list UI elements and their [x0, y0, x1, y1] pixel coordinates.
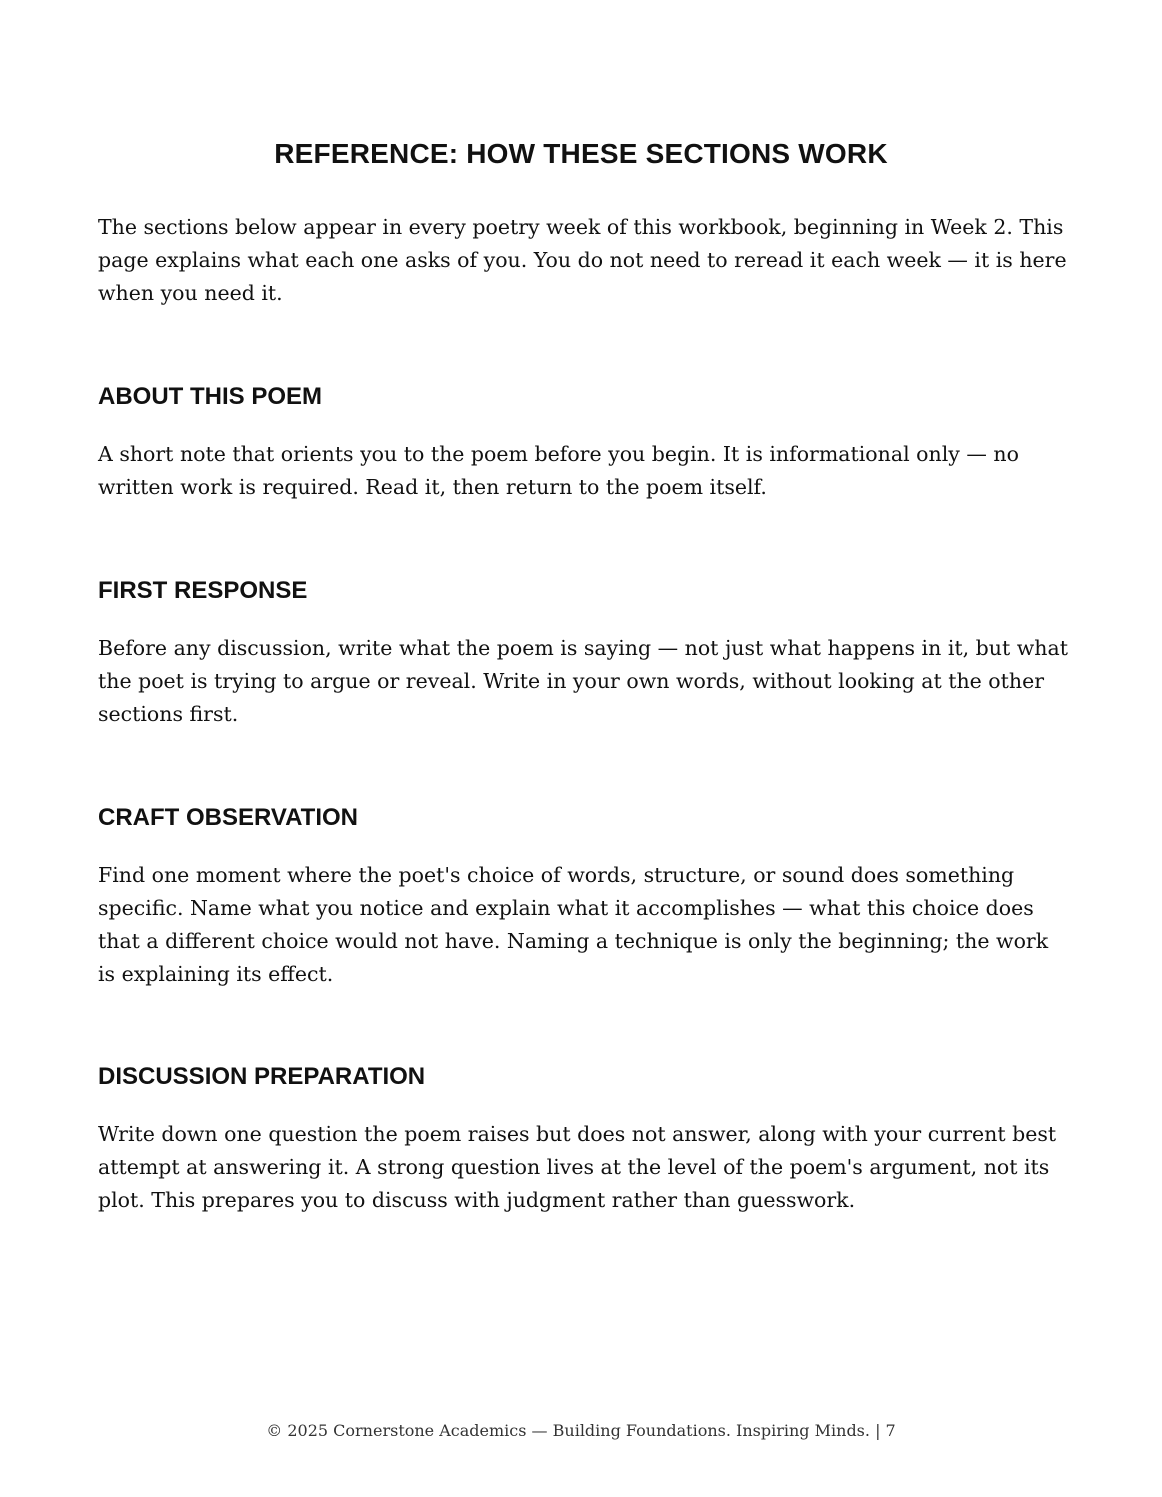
- section-heading-first-response: FIRST RESPONSE: [98, 577, 308, 604]
- section-heading-discussion-preparation: DISCUSSION PREPARATION: [98, 1063, 426, 1090]
- section-heading-craft-observation: CRAFT OBSERVATION: [98, 804, 359, 831]
- section-body-discussion-preparation: Write down one question the poem raises but does not answer, along with your current best attempt at answering it. A strong question lives at the level of the poem's argument, not its plot. This prepares you to discuss with judgment rather than guesswork.: [98, 1122, 1057, 1212]
- section-body-first-response: Before any discussion, write what the poem is saying — not just what happens in it, but what the poet is trying to argue or reveal. Write in your own words, without looking at the other sections first.: [98, 636, 1068, 726]
- page-title: REFERENCE: HOW THESE SECTIONS WORK: [274, 138, 888, 169]
- section-heading-about-this-poem: ABOUT THIS POEM: [98, 383, 323, 410]
- page-footer: © 2025 Cornerstone Academics — Building Foundations. Inspiring Minds. | 7: [266, 1421, 896, 1440]
- section-body-craft-observation: Find one moment where the poet's choice of words, structure, or sound does something specific. Name what you notice and explain what it accomplishes — what this choice does that a different choice would not have. Naming a technique is only the beginning; the work is explaining its effect.: [98, 863, 1049, 986]
- section-body-about-this-poem: A short note that orients you to the poem before you begin. It is informational only — no written work is required. Read it, then return to the poem itself.: [98, 442, 1019, 499]
- intro-paragraph: The sections below appear in every poetry week of this workbook, beginning in Week 2. This page explains what each one asks of you. You do not need to reread it each week — it is here when you need it.: [98, 215, 1067, 305]
